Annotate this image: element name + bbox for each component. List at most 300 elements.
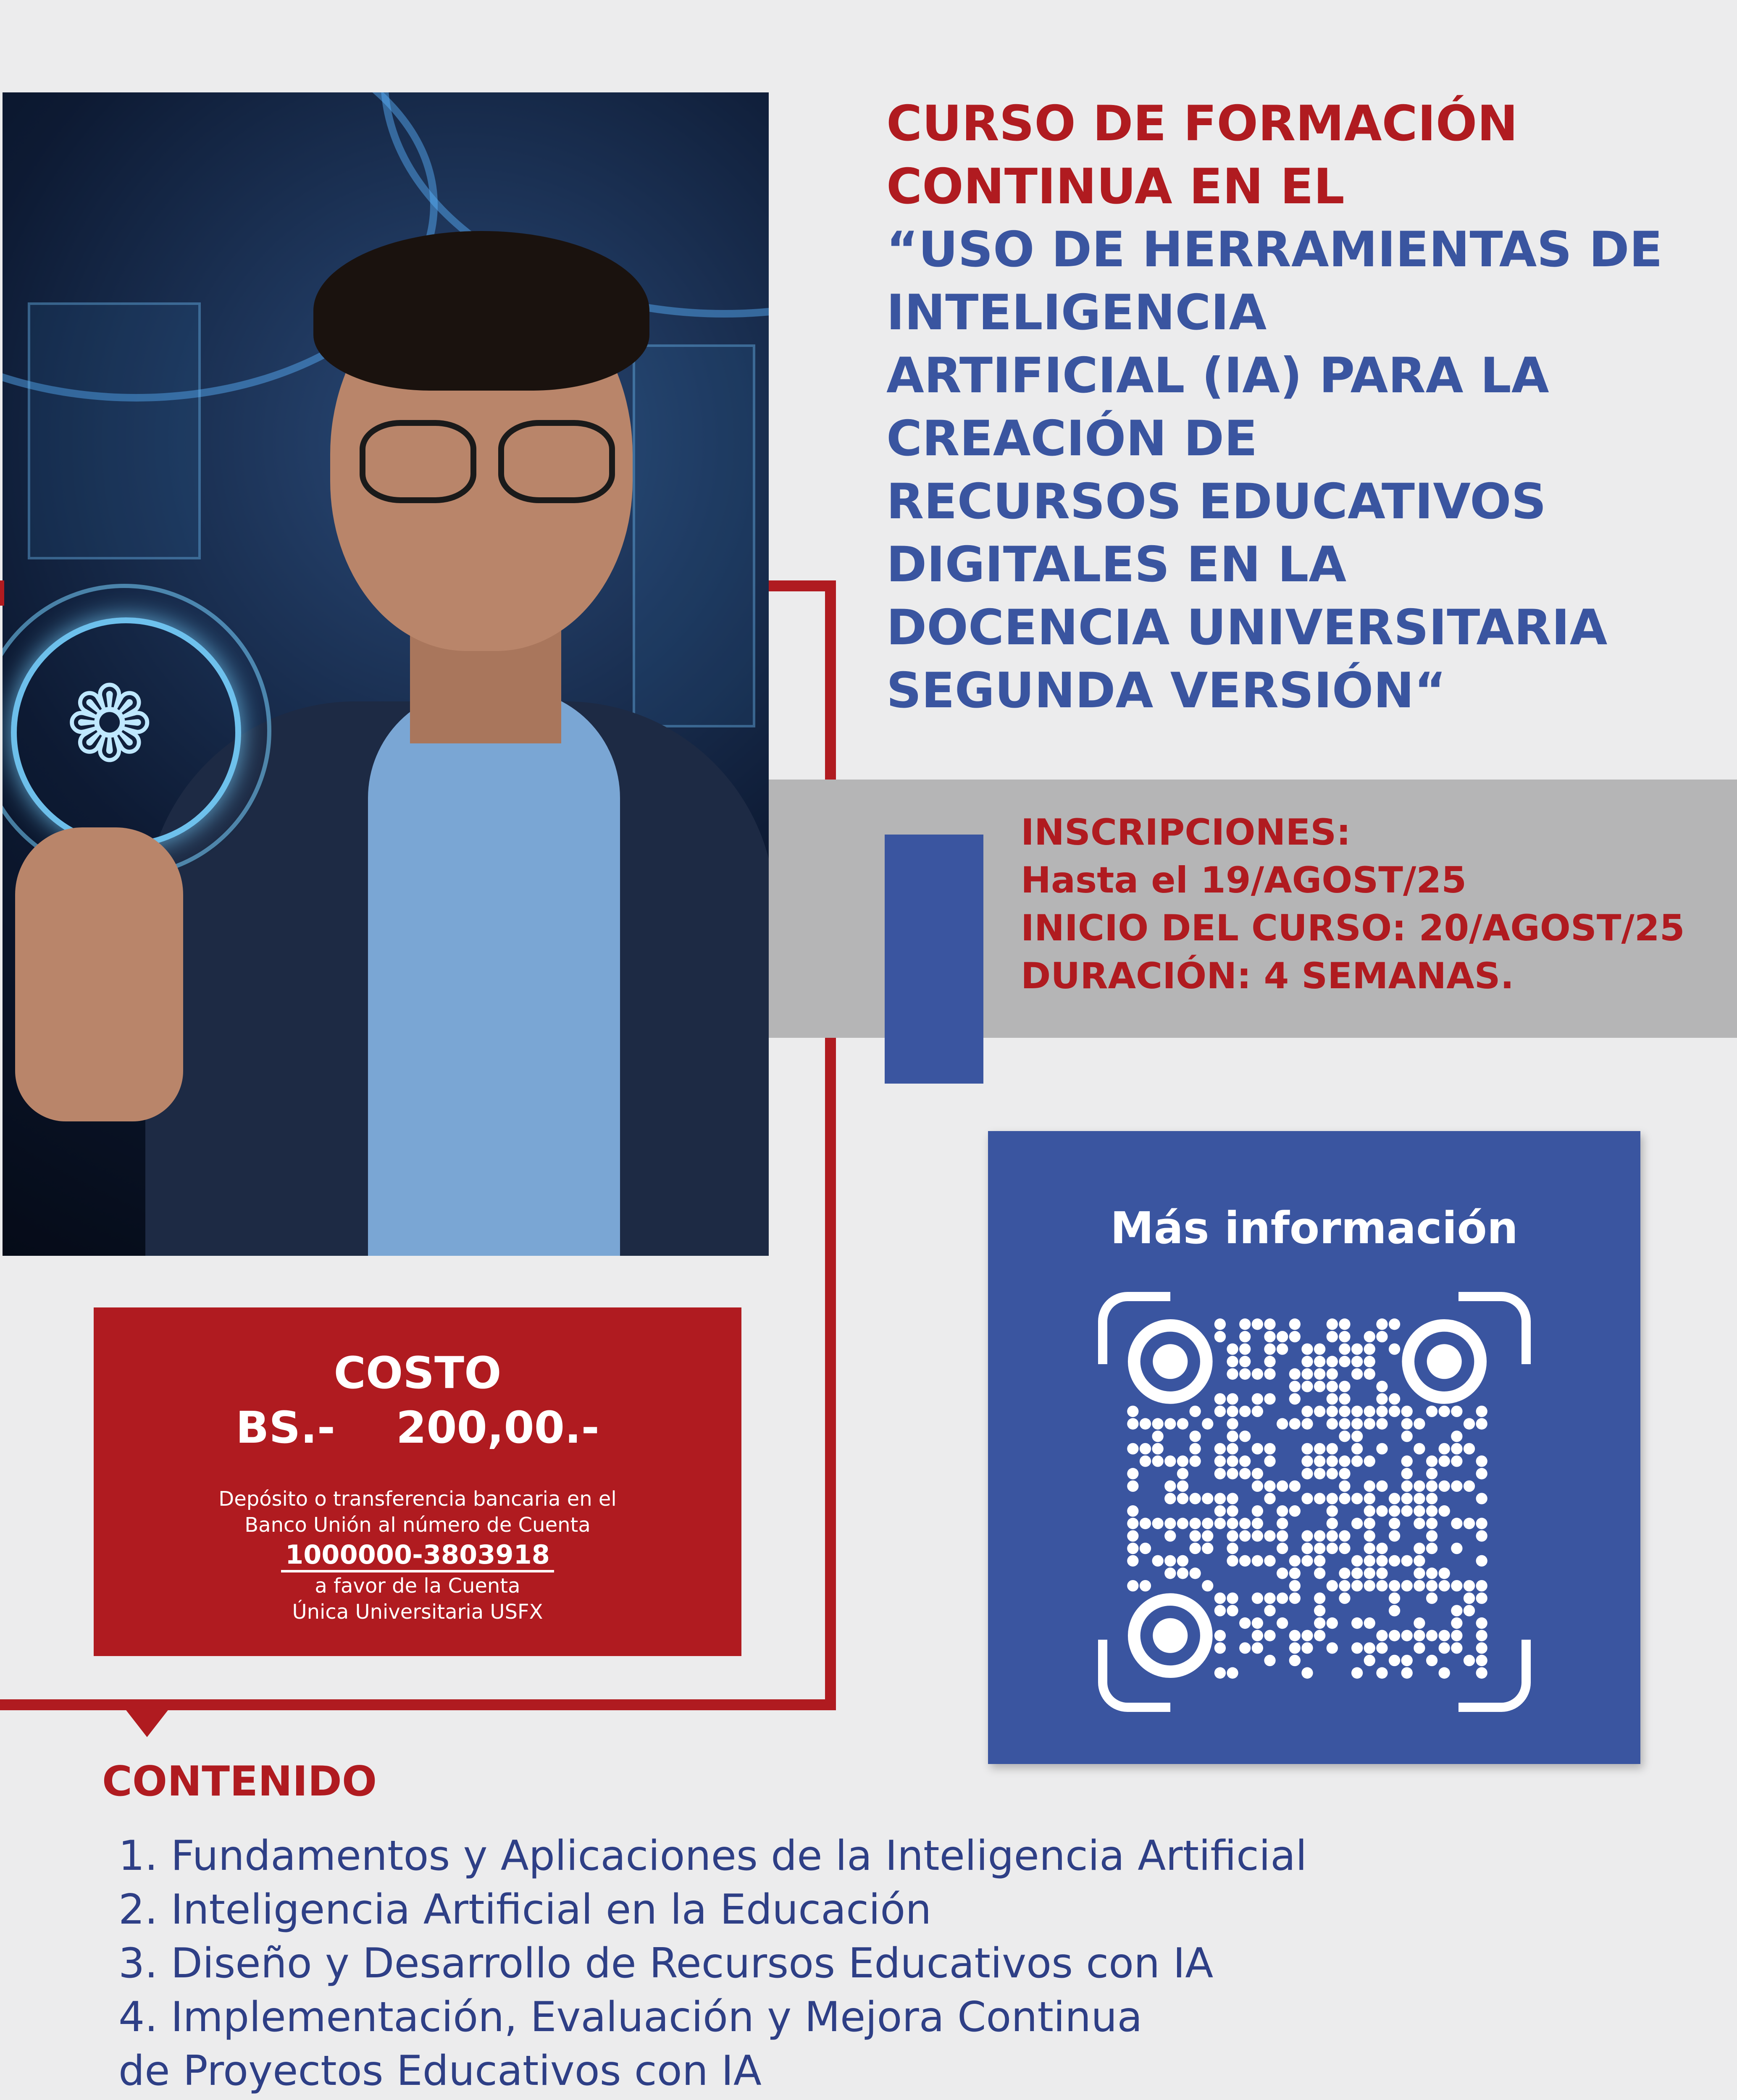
qr-dot (1327, 1468, 1338, 1479)
qr-dot (1339, 1418, 1350, 1429)
ai-logo-icon: ❁ (66, 663, 154, 785)
frame-line (0, 580, 4, 606)
qr-dot (1164, 1418, 1176, 1429)
account-number-value: 1000000-3803918 (281, 1539, 554, 1572)
qr-dot (1464, 1480, 1475, 1492)
qr-dot (1476, 1630, 1487, 1641)
cost-box (94, 1307, 741, 1656)
qr-dot (1389, 1630, 1400, 1641)
qr-dot (1351, 1455, 1363, 1467)
qr-dot (1339, 1580, 1350, 1591)
qr-dot (1327, 1356, 1338, 1367)
qr-dot (1152, 1443, 1163, 1454)
qr-dot (1301, 1530, 1313, 1541)
qr-dot (1464, 1443, 1475, 1454)
qr-dot (1202, 1518, 1213, 1529)
qr-dot (1476, 1406, 1487, 1417)
course-name-line: DOCENCIA UNIVERSITARIA (886, 599, 1608, 656)
qr-dot (1277, 1617, 1288, 1629)
qr-dot (1451, 1406, 1462, 1417)
qr-dot (1426, 1567, 1437, 1579)
inscripciones-deadline: Hasta el 19/AGOST/25 (1021, 859, 1467, 901)
qr-dot (1239, 1642, 1251, 1654)
qr-dot (1152, 1455, 1163, 1467)
qr-dot (1389, 1505, 1400, 1517)
contenido-title: CONTENIDO (102, 1758, 377, 1806)
qr-dot (1227, 1493, 1238, 1504)
qr-dot (1351, 1667, 1363, 1679)
qr-dot (1314, 1455, 1325, 1467)
qr-dot (1301, 1555, 1313, 1567)
qr-dot (1264, 1455, 1275, 1467)
qr-dot (1339, 1593, 1350, 1604)
qr-dot (1401, 1493, 1413, 1504)
qr-dot (1140, 1418, 1151, 1429)
qr-dot (1214, 1406, 1226, 1417)
qr-dot (1476, 1593, 1487, 1604)
qr-dot (1314, 1617, 1325, 1629)
qr-dot (1476, 1655, 1487, 1666)
qr-dot (1189, 1443, 1201, 1454)
qr-dot (1476, 1555, 1487, 1567)
qr-dot (1301, 1406, 1313, 1417)
qr-dot (1127, 1468, 1138, 1479)
list-item: 2. Inteligencia Artificial en la Educación (118, 1886, 932, 1934)
qr-dot (1339, 1343, 1350, 1354)
qr-dot (1127, 1530, 1138, 1541)
qr-dot (1127, 1406, 1138, 1417)
qr-dot (1227, 1368, 1238, 1380)
qr-dot (1351, 1518, 1363, 1529)
qr-dot (1376, 1443, 1387, 1454)
qr-dot (1289, 1567, 1301, 1579)
course-start: INICIO DEL CURSO: 20/AGOST/25 (1021, 907, 1685, 949)
qr-dot (1351, 1343, 1363, 1354)
qr-dot (1464, 1593, 1475, 1604)
qr-dot (1439, 1642, 1450, 1654)
qr-dot (1289, 1418, 1301, 1429)
qr-dot (1414, 1518, 1425, 1529)
qr-dot (1289, 1318, 1301, 1330)
qr-dot (1152, 1431, 1163, 1442)
qr-dot (1289, 1393, 1301, 1404)
qr-dot (1214, 1605, 1226, 1616)
qr-dot (1252, 1480, 1263, 1492)
qr-dot (1140, 1543, 1151, 1554)
qr-dot (1339, 1356, 1350, 1367)
qr-dot (1327, 1368, 1338, 1380)
qr-dot (1376, 1555, 1387, 1567)
qr-dot (1264, 1343, 1275, 1354)
qr-dot (1439, 1480, 1450, 1492)
course-name-line: INTELIGENCIA (886, 284, 1267, 341)
qr-dot (1451, 1431, 1462, 1442)
qr-dot (1264, 1530, 1275, 1541)
qr-dot (1164, 1455, 1176, 1467)
qr-dot (1364, 1418, 1375, 1429)
man-hair (313, 231, 649, 391)
qr-dot (1476, 1493, 1487, 1504)
qr-dot (1351, 1493, 1363, 1504)
qr-dot (1301, 1455, 1313, 1467)
qr-dot (1414, 1443, 1425, 1454)
qr-code[interactable] (1127, 1318, 1488, 1679)
qr-dot (1339, 1480, 1350, 1492)
qr-dot (1451, 1617, 1462, 1629)
qr-dot (1277, 1530, 1288, 1541)
qr-dot (1140, 1580, 1151, 1591)
qr-dot (1177, 1468, 1188, 1479)
qr-dot (1389, 1393, 1400, 1404)
qr-dot (1252, 1318, 1263, 1330)
qr-dot (1301, 1642, 1313, 1654)
qr-dot (1364, 1555, 1375, 1567)
list-item: 3. Diseño y Desarrollo de Recursos Educativos con IA (118, 1940, 1214, 1987)
qr-dot (1164, 1567, 1176, 1579)
qr-dot (1426, 1580, 1437, 1591)
qr-dot (1177, 1418, 1188, 1429)
course-title (886, 92, 1705, 722)
title-line: CONTINUA EN EL (886, 158, 1345, 215)
qr-dot (1451, 1518, 1462, 1529)
qr-dot (1327, 1443, 1338, 1454)
course-duration: DURACIÓN: 4 SEMANAS. (1021, 955, 1514, 997)
qr-dot (1227, 1468, 1238, 1479)
qr-dot (1239, 1455, 1251, 1467)
hand (15, 827, 183, 1121)
qr-dot (1376, 1418, 1387, 1429)
qr-dot (1301, 1381, 1313, 1392)
qr-dot (1239, 1368, 1251, 1380)
qr-dot (1227, 1443, 1238, 1454)
qr-dot (1364, 1493, 1375, 1504)
qr-dot (1351, 1617, 1363, 1629)
qr-dot (1476, 1617, 1487, 1629)
qr-dot (1426, 1505, 1437, 1517)
qr-dot (1189, 1567, 1201, 1579)
more-info-title: Más información (1110, 1202, 1518, 1254)
qr-dot (1289, 1368, 1301, 1380)
qr-dot (1414, 1617, 1425, 1629)
qr-dot (1401, 1630, 1413, 1641)
qr-dot (1189, 1518, 1201, 1529)
qr-dot (1252, 1518, 1263, 1529)
qr-dot (1476, 1418, 1487, 1429)
qr-dot (1289, 1655, 1301, 1666)
qr-dot (1476, 1642, 1487, 1654)
qr-dot (1289, 1331, 1301, 1342)
qr-dot (1227, 1667, 1238, 1679)
qr-dot (1339, 1406, 1350, 1417)
qr-dot (1264, 1593, 1275, 1604)
cost-title: COSTO (334, 1347, 502, 1399)
cost-amount: BS.- 200,00.- (236, 1402, 599, 1453)
qr-dot (1401, 1667, 1413, 1679)
qr-dot (1339, 1530, 1350, 1541)
qr-dot (1264, 1493, 1275, 1504)
qr-dot (1376, 1331, 1387, 1342)
payment-text: Depósito o transferencia bancaria en el (218, 1487, 617, 1511)
title-line: CURSO DE FORMACIÓN (886, 95, 1518, 152)
qr-dot (1376, 1318, 1387, 1330)
qr-dot (1264, 1393, 1275, 1404)
qr-dot (1327, 1393, 1338, 1404)
qr-dot (1227, 1505, 1238, 1517)
qr-dot (1439, 1406, 1450, 1417)
qr-dot (1376, 1567, 1387, 1579)
qr-dot (1376, 1381, 1387, 1392)
qr-dot (1439, 1667, 1450, 1679)
qr-dot (1364, 1543, 1375, 1554)
qr-dot (1214, 1630, 1226, 1641)
qr-dot (1376, 1630, 1387, 1641)
qr-dot (1414, 1555, 1425, 1567)
qr-dot (1351, 1567, 1363, 1579)
qr-finder-dot (1153, 1618, 1188, 1653)
qr-dot (1451, 1443, 1462, 1454)
qr-dot (1239, 1518, 1251, 1529)
qr-dot (1389, 1580, 1400, 1591)
qr-dot (1476, 1580, 1487, 1591)
qr-dot (1389, 1318, 1400, 1330)
qr-dot (1327, 1505, 1338, 1517)
qr-dot (1189, 1543, 1201, 1554)
qr-dot (1339, 1455, 1350, 1467)
qr-dot (1426, 1593, 1437, 1604)
qr-dot (1264, 1480, 1275, 1492)
qr-dot (1264, 1655, 1275, 1666)
qr-dot (1376, 1580, 1387, 1591)
qr-dot (1439, 1443, 1450, 1454)
qr-dot (1426, 1530, 1437, 1541)
course-name-line: CREACIÓN DE (886, 410, 1258, 467)
qr-dot (1376, 1543, 1387, 1554)
qr-dot (1252, 1406, 1263, 1417)
qr-dot (1214, 1393, 1226, 1404)
qr-dot (1426, 1468, 1437, 1479)
qr-dot (1314, 1356, 1325, 1367)
qr-dot (1227, 1406, 1238, 1417)
qr-dot (1401, 1431, 1413, 1442)
qr-dot (1202, 1493, 1213, 1504)
course-name-line: RECURSOS EDUCATIVOS (886, 473, 1547, 530)
qr-dot (1414, 1630, 1425, 1641)
qr-dot (1339, 1543, 1350, 1554)
qr-dot (1214, 1455, 1226, 1467)
qr-dot (1376, 1406, 1387, 1417)
qr-dot (1152, 1418, 1163, 1429)
qr-dot (1289, 1480, 1301, 1492)
qr-dot (1426, 1543, 1437, 1554)
qr-dot (1227, 1518, 1238, 1529)
qr-dot (1476, 1455, 1487, 1467)
qr-dot (1252, 1642, 1263, 1654)
qr-dot (1351, 1443, 1363, 1454)
qr-dot (1289, 1555, 1301, 1567)
qr-dot (1414, 1642, 1425, 1654)
qr-dot (1339, 1318, 1350, 1330)
payment-text: a favor de la Cuenta (315, 1574, 520, 1598)
qr-dot (1314, 1493, 1325, 1504)
qr-dot (1277, 1518, 1288, 1529)
qr-dot (1389, 1518, 1400, 1529)
qr-dot (1327, 1318, 1338, 1330)
qr-dot (1439, 1455, 1450, 1467)
qr-dot (1314, 1605, 1325, 1616)
qr-dot (1327, 1543, 1338, 1554)
qr-dot (1227, 1418, 1238, 1429)
qr-dot (1227, 1393, 1238, 1404)
qr-dot (1202, 1543, 1213, 1554)
contenido-list (118, 1829, 1307, 2098)
qr-dot (1252, 1468, 1263, 1479)
qr-dot (1140, 1455, 1151, 1467)
qr-dot (1314, 1368, 1325, 1380)
qr-dot (1314, 1555, 1325, 1567)
qr-dot (1277, 1543, 1288, 1554)
qr-dot (1389, 1605, 1400, 1616)
more-info-box (988, 1131, 1640, 1764)
qr-dot (1327, 1381, 1338, 1392)
qr-dot (1451, 1480, 1462, 1492)
qr-dot (1227, 1555, 1238, 1567)
qr-dot (1314, 1593, 1325, 1604)
qr-dot (1314, 1381, 1325, 1392)
qr-dot (1364, 1356, 1375, 1367)
qr-dot (1301, 1468, 1313, 1479)
qr-dot (1364, 1505, 1375, 1517)
qr-dot (1252, 1505, 1263, 1517)
qr-finder-dot (1427, 1344, 1462, 1379)
qr-dot (1476, 1530, 1487, 1541)
qr-dot (1426, 1455, 1437, 1467)
qr-dot (1476, 1518, 1487, 1529)
qr-dot (1239, 1617, 1251, 1629)
qr-dot (1127, 1443, 1138, 1454)
qr-dot (1164, 1555, 1176, 1567)
qr-dot (1327, 1455, 1338, 1467)
qr-dot (1426, 1630, 1437, 1641)
qr-dot (1227, 1605, 1238, 1616)
qr-dot (1339, 1468, 1350, 1479)
frame-pointer (118, 1699, 176, 1737)
qr-dot (1339, 1331, 1350, 1342)
qr-dot (1140, 1518, 1151, 1529)
qr-dot (1414, 1493, 1425, 1504)
qr-dot (1314, 1530, 1325, 1541)
qr-dot (1177, 1480, 1188, 1492)
qr-dot (1364, 1617, 1375, 1629)
qr-dot (1264, 1630, 1275, 1641)
qr-dot (1464, 1518, 1475, 1529)
qr-dot (1401, 1480, 1413, 1492)
qr-dot (1389, 1406, 1400, 1417)
qr-dot (1401, 1418, 1413, 1429)
qr-dot (1314, 1630, 1325, 1641)
qr-dot (1327, 1331, 1338, 1342)
qr-dot (1401, 1655, 1413, 1666)
qr-dot (1327, 1418, 1338, 1429)
qr-dot (1389, 1530, 1400, 1541)
qr-dot (1239, 1555, 1251, 1567)
qr-dot (1389, 1343, 1400, 1354)
qr-dot (1214, 1468, 1226, 1479)
qr-dot (1451, 1642, 1462, 1654)
qr-dot (1127, 1555, 1138, 1567)
qr-dot (1414, 1418, 1425, 1429)
course-name-line: “USO DE HERRAMIENTAS DE (886, 221, 1663, 278)
qr-dot (1314, 1543, 1325, 1554)
qr-dot (1214, 1593, 1226, 1604)
qr-dot (1314, 1343, 1325, 1354)
qr-dot (1264, 1605, 1275, 1616)
qr-dot (1364, 1567, 1375, 1579)
qr-dot (1189, 1530, 1201, 1541)
qr-dot (1264, 1331, 1275, 1342)
qr-dot (1451, 1455, 1462, 1467)
qr-dot (1164, 1518, 1176, 1529)
man-shirt (368, 689, 620, 1256)
qr-dot (1301, 1368, 1313, 1380)
qr-dot (1289, 1580, 1301, 1591)
qr-dot (1364, 1480, 1375, 1492)
qr-dot (1414, 1580, 1425, 1591)
qr-dot (1376, 1393, 1387, 1404)
qr-dot (1364, 1580, 1375, 1591)
qr-dot (1189, 1406, 1201, 1417)
qr-dot (1351, 1368, 1363, 1380)
list-item: 4. Implementación, Evaluación y Mejora Continua (118, 1993, 1143, 2041)
qr-dot (1351, 1406, 1363, 1417)
qr-dot (1414, 1480, 1425, 1492)
qr-dot (1426, 1406, 1437, 1417)
qr-dot (1451, 1543, 1462, 1554)
qr-dot (1252, 1617, 1263, 1629)
qr-dot (1214, 1667, 1226, 1679)
qr-dot (1464, 1605, 1475, 1616)
course-dates (1021, 808, 1685, 1000)
qr-dot (1301, 1630, 1313, 1641)
qr-dot (1476, 1468, 1487, 1479)
qr-dot (1364, 1368, 1375, 1380)
qr-dot (1464, 1580, 1475, 1591)
qr-dot (1227, 1593, 1238, 1604)
info-accent-bar (885, 835, 983, 1084)
qr-dot (1127, 1418, 1138, 1429)
course-name-line: SEGUNDA VERSIÓN“ (886, 662, 1446, 719)
inscripciones-label: INSCRIPCIONES: (1021, 811, 1351, 853)
qr-dot (1227, 1431, 1238, 1442)
qr-dot (1214, 1642, 1226, 1654)
qr-dot (1376, 1642, 1387, 1654)
qr-dot (1314, 1468, 1325, 1479)
qr-dot (1227, 1343, 1238, 1354)
qr-dot (1277, 1505, 1288, 1517)
qr-dot (1351, 1642, 1363, 1654)
qr-dot (1301, 1667, 1313, 1679)
qr-dot (1164, 1480, 1176, 1492)
qr-dot (1202, 1530, 1213, 1541)
qr-dot (1401, 1468, 1413, 1479)
qr-dot (1351, 1418, 1363, 1429)
qr-dot (1152, 1518, 1163, 1529)
qr-dot (1177, 1455, 1188, 1467)
qr-dot (1264, 1368, 1275, 1380)
qr-dot (1451, 1580, 1462, 1591)
qr-dot (1152, 1555, 1163, 1567)
qr-dot (1476, 1667, 1487, 1679)
qr-dot (1289, 1630, 1301, 1641)
